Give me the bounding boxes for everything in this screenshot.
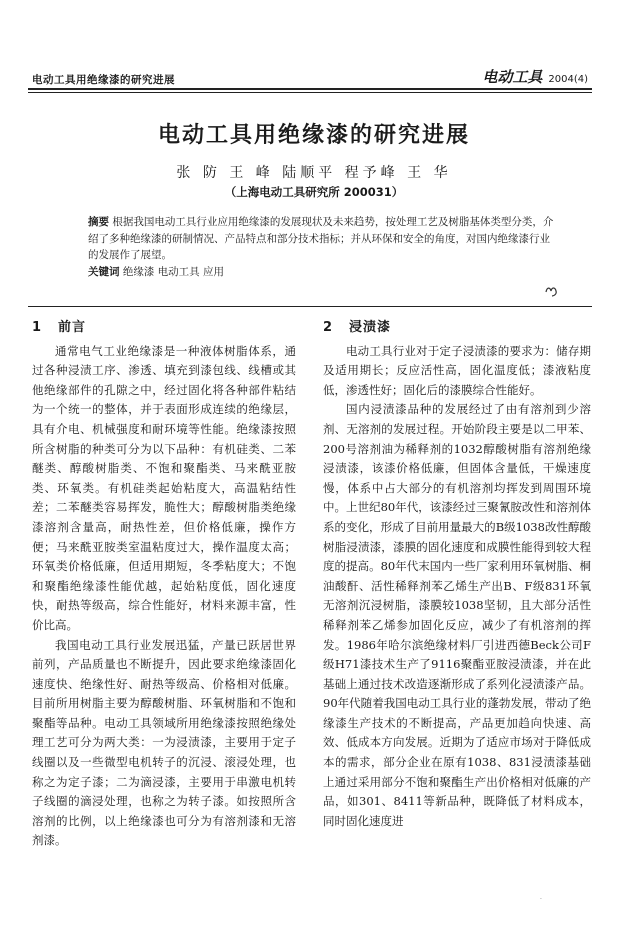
abstract-label: 摘要 <box>88 216 109 228</box>
header-rule-thin <box>28 92 592 93</box>
abstract <box>88 214 556 264</box>
paragraph: 通常电气工业绝缘漆是一种液体树脂体系，通过各种浸渍工序、渗透、填充到漆包线、线槽或其他绝缘部件的孔隙之中，经过固化将各种部件粘结为一个统一的整体，并于表面形成连续的绝缘层，具有介电、机械强度和耐环境等性能。绝缘漆按照所含树脂的种类可分为以下品种：有机硅类、二苯醚类、醇酸树脂类、不饱和聚酯类、马来酰亚胺类、环氧类。有机硅类起始粘度大，高温粘结性差；二苯醚类容易挥发，脆性大；醇酸树脂类绝缘漆溶剂含量高，耐热性差，但价格低廉，操作方便；马来酰亚胺类室温粘度过大，操作温度太高；环氧类价格低廉，但适用期短，冬季粘度大；不饱和聚酯绝缘漆性能优越，起始粘度低，固化速度快，耐热等级高，综合性能好，材料来源丰富，性价比高。 <box>32 343 296 632</box>
paragraph: 电动工具行业对于定子浸渍漆的要求为：储存期及适用期长；反应活性高，固化温度低；漆液粘度低，渗透性好；固化后的漆膜综合性能好。 <box>323 343 591 397</box>
section-heading-2 <box>323 318 591 338</box>
keywords-text: 绝缘漆 电动工具 应用 <box>122 266 225 278</box>
section-heading-1 <box>32 318 296 338</box>
running-title: 电动工具用绝缘漆的研究进展 <box>32 74 175 86</box>
abstract-text: 根据我国电动工具行业应用绝缘漆的发展现状及未来趋势，按处理工艺及树脂基体类型分类，介绍了多种绝缘漆的研制情况、产品特点和部分技术指标；并从环保和安全的角度，对国内绝缘漆行业的发展作了展望。 <box>88 216 554 261</box>
paragraph: 我国电动工具行业发展迅猛，产量已跃居世界前列，产品质量也不断提升，因此要求绝缘漆固化速度快、绝缘性好、耐热等级高、价格相对低廉。目前所用树脂主要为醇酸树脂、环氧树脂和不饱和聚酯等品种。电动工具领域所用绝缘漆按照绝缘处理工艺可分为两大类：一为浸渍漆，主要用于定子线圈以及一些微型电机转子的沉浸、滚浸处理，也称之为定子漆；二为滴浸漆，主要用于串激电机转子线圈的滴浸处理，也称之为转子漆。如按照所含溶剂的比例，以上绝缘漆也可分为有溶剂漆和无溶剂漆。 <box>32 637 296 848</box>
article-affiliation: （上海电动工具研究所 200031） <box>224 185 404 199</box>
header-rule <box>28 88 592 90</box>
section-number: 1 <box>32 320 43 335</box>
journal-name: 电动工具 <box>482 68 543 86</box>
keywords <box>88 264 556 280</box>
column-right <box>323 318 591 831</box>
section-title: 前言 <box>58 320 87 335</box>
section-number: 2 <box>323 320 334 335</box>
journal-header <box>482 66 588 87</box>
paragraph: 国内浸渍漆品种的发展经过了由有溶剂到少溶剂、无溶剂的发展过程。开始阶段主要是以二甲苯、200号溶剂油为稀释剂的1032醇酸树脂有溶剂绝缘浸渍漆，该漆价格低廉，但固体含量低，干燥速度慢，体系中占大部分的有机溶剂均挥发到周围环境中。上世纪80年代，该漆经过三聚氰胺改性和溶剂体系的变化，形成了目前用量最大的B级1038改性醇酸树脂浸渍漆，漆膜的固化速度和成膜性能得到较大程度的提高。80年代末国内一些厂家利用环氧树脂、桐油酸酐、活性稀释剂苯乙烯生产出B、F级831环氧无溶剂沉浸树脂，漆膜较1038坚韧，且大部分活性稀释剂苯乙烯参加固化反应，减少了有机溶剂的挥发。1986年哈尔滨绝缘材料厂引进西德Beck公司F级H71漆技术生产了9116聚酯亚胺浸渍漆，并在此基础上通过技术改造逐渐形成了系列化浸渍漆产品。90年代随着我国电动工具行业的蓬勃发展，带动了绝缘漆生产技术的不断提高，产品更加趋向快速、高效、低成本方向发展。近期为了适应市场对于降低成本的需求，部分企业在原有1038、831浸渍漆基础上通过采用部分不饱和聚酯生产出价格相对低廉的产品，如301、8411等新品种，既降低了材料成本，同时固化速度进 <box>323 402 591 828</box>
section-title: 浸渍漆 <box>349 320 392 335</box>
article-authors: 张 防 王 峰 陆顺平 程予峰 王 华 <box>176 165 452 181</box>
issue-number: 2004(4) <box>548 74 588 85</box>
keywords-label: 关键词 <box>88 266 120 278</box>
handwritten-mark-icon <box>544 284 560 302</box>
article-title: 电动工具用绝缘漆的研究进展 <box>157 123 470 148</box>
abstract-rule <box>28 306 592 307</box>
scan-speck: · <box>540 896 542 903</box>
column-left <box>32 318 296 851</box>
